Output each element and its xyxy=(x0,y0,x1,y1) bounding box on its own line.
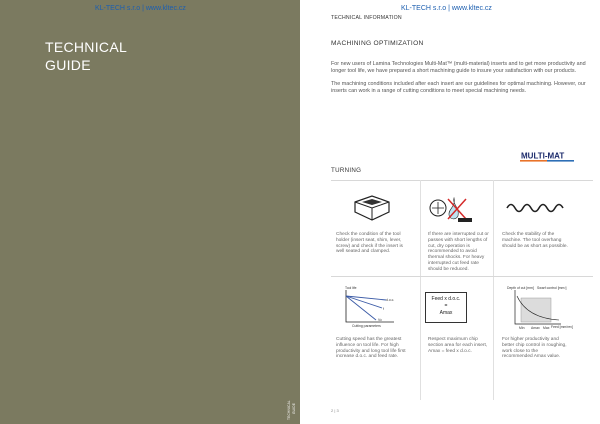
tip-caption-3: Check the stability of the machine. The tool overhang should be as short as possible. xyxy=(502,232,568,249)
guide-title-line2: GUIDE xyxy=(45,57,91,73)
header-link-left[interactable]: KL-TECH s.r.o | www.kltec.cz xyxy=(95,5,186,12)
chip-chart-ylabel: Depth of cut [mm] xyxy=(507,286,534,290)
tool-life-line-vc: Vc xyxy=(378,318,382,322)
turning-heading: TURNING xyxy=(331,167,362,174)
tool-life-ylabel: Tool life xyxy=(345,286,357,290)
tip-caption-1: Check the condition of the tool holder (insert seat, shim, lever, screw) and check if the insert is well seated and clamped. xyxy=(336,232,403,255)
tool-life-xlabel: Cutting parameters xyxy=(352,324,381,328)
chip-control-chart xyxy=(505,284,573,332)
intro-text xyxy=(331,61,596,101)
vibration-icon xyxy=(505,200,565,216)
spine-line2: GUIDE xyxy=(292,402,296,414)
feed-formula-line2: = xyxy=(444,303,448,309)
intro-paragraph-2: The machining conditions included after each insert are our guidelines for optimal machining. However, our inserts can work in a range of cutting conditions to meet special machining needs. xyxy=(331,81,586,94)
tip-caption-2: If there are interrupted cut or passes with short lengths of cut, dry operation is recommended to avoid thermal shocks. For heavy interrupted cut feed rate should be reduced. xyxy=(428,232,489,272)
tool-life-chart xyxy=(342,286,398,328)
column-divider xyxy=(420,180,421,400)
chip-chart-xtick-amax: Amax xyxy=(531,326,540,330)
chip-chart-xlabel: Feed [mm/rev] xyxy=(551,325,573,329)
spine-line1: TECHNICAL xyxy=(287,400,291,420)
chip-chart-xtick-max: Max xyxy=(543,326,550,330)
intro-paragraph-1: For new users of Lamina Technologies Multi-Mat™ (multi-material) inserts and to get more productivity and longer tool life, we have prepared a short machining guide to insure your satisfaction with our products. xyxy=(331,61,586,74)
page-number: 2 | 3 xyxy=(331,408,339,413)
chip-chart-xtick-min: Min xyxy=(519,326,525,330)
feed-formula-line3: Amax xyxy=(439,310,453,316)
logo-text: MULTI-MAT xyxy=(521,151,565,161)
right-page xyxy=(300,0,600,424)
chip-chart-top-label: Swarf control [mm²] xyxy=(537,286,567,290)
divider xyxy=(331,180,593,181)
feed-formula-box xyxy=(425,292,467,323)
tip-caption-6: For higher productivity and better chip control in roughing, work close to the recommended Amax value. xyxy=(502,337,567,360)
spine-label xyxy=(284,396,300,422)
header-link-right[interactable]: KL-TECH s.r.o | www.kltec.cz xyxy=(401,5,492,12)
guide-title-line1: TECHNICAL xyxy=(45,39,128,55)
guide-title xyxy=(45,38,127,74)
tool-life-line-f: f xyxy=(383,307,384,311)
insert-holder-icon xyxy=(352,192,392,224)
column-divider xyxy=(493,180,494,400)
feed-formula-line1: Feed x d.o.c. xyxy=(431,296,461,302)
tip-caption-5: Respect maximum chip section area for each insert, Amax = feed x d.o.c. xyxy=(428,337,488,354)
tool-life-line-doc: d.o.c. xyxy=(386,298,395,302)
section-label: TECHNICAL INFORMATION xyxy=(331,15,402,21)
multi-mat-logo xyxy=(520,150,580,162)
page-title: MACHINING OPTIMIZATION xyxy=(331,40,424,47)
divider xyxy=(331,276,593,277)
coolant-off-icon xyxy=(428,194,476,224)
tip-caption-4: Cutting speed has the greatest influence on tool life. For high productivity and long tool life first increase d.o.c. and feed rate. xyxy=(336,337,406,360)
